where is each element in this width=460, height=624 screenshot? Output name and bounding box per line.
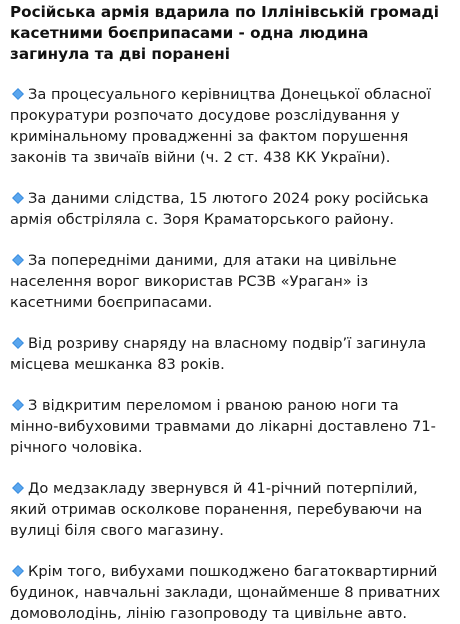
paragraph-text: За попередніми даними, для атаки на цивільне населення ворог використав РСЗВ «Ураган» із касетними боєприпасами.: [10, 252, 397, 311]
paragraph-text: До медзакладу звернувся й 41-річний потерпілий, який отримав осколкове поранення, перебуваючи на вулиці біля свого магазину.: [10, 480, 423, 539]
paragraph-text: Крім того, вибухами пошкоджено багатоквартирний будинок, навчальні заклади, щонайменше 8 приватних домоволодінь, лінію газопроводу та цивільне авто.: [10, 563, 441, 622]
paragraph-investigation: [10, 84, 450, 168]
paragraph-text: З відкритим переломом і рваною раною ноги та мінно-вибуховими травмами до лікарні доставлено 71-річного чоловіка.: [10, 397, 436, 456]
paragraph-text: Від розриву снаряду на власному подвір’ї загинула місцева мешканка 83 років.: [10, 335, 427, 373]
paragraph-second-injured: [10, 478, 450, 541]
paragraph-victim: [10, 333, 450, 375]
large-blue-diamond-icon: [12, 337, 24, 349]
paragraph-injured-man: [10, 395, 450, 458]
paragraph-text: За процесуального керівництва Донецької обласної прокуратури розпочато досудове розслідування у кримінальному провадженні за фактом порушення законів та звичаїв війни (ч. 2 ст. 438 КК України).: [10, 86, 431, 166]
paragraph-damage: [10, 561, 450, 624]
large-blue-diamond-icon: [12, 254, 24, 266]
paragraph-weapon: [10, 250, 450, 313]
large-blue-diamond-icon: [12, 482, 24, 494]
paragraph-date: [10, 188, 450, 230]
paragraph-text: За даними слідства, 15 лютого 2024 року російська армія обстріляла с. Зоря Краматорського району.: [10, 190, 429, 228]
large-blue-diamond-icon: [12, 192, 24, 204]
post-title: Російська армія вдарила по Іллінівській громаді касетними боєприпасами - одна людина загинула та дві поранені: [10, 3, 439, 63]
large-blue-diamond-icon: [12, 88, 24, 100]
large-blue-diamond-icon: [12, 399, 24, 411]
